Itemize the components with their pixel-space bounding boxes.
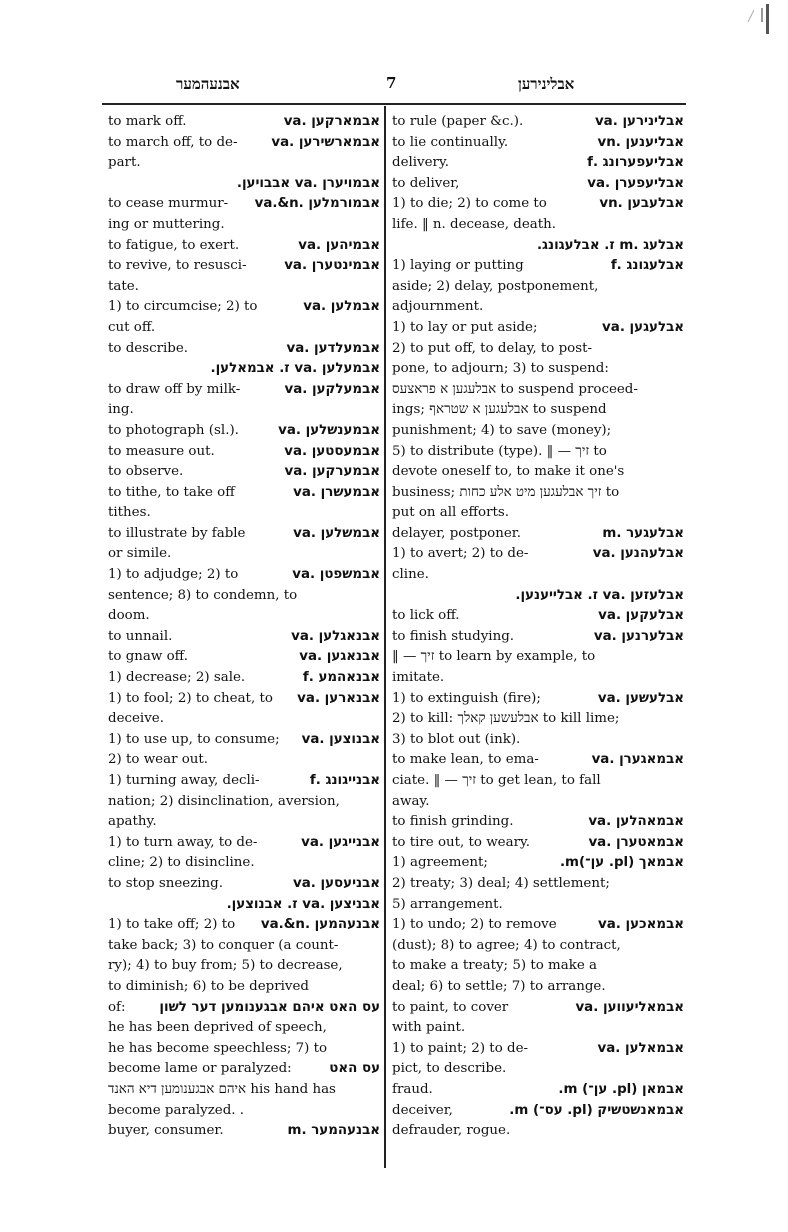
entry-headword: עס האט איהם אבגענומען דער לשון (159, 999, 380, 1015)
entry-english: to photograph (sl.). (108, 422, 239, 438)
entry-line (108, 462, 380, 483)
entry-headword: אבמעסטען .va (284, 443, 380, 459)
entry-line (392, 606, 684, 627)
entry-headword: אבמארקען .va (283, 114, 380, 129)
entry-line (108, 174, 380, 195)
entry-english: 1) to use up, to consume; (108, 731, 280, 747)
entry-headword: אבמאכען .va (598, 917, 684, 933)
entry-english: fraud. (392, 1081, 433, 1097)
entry-english: to finish studying. (392, 628, 515, 644)
entry-headword: אבמשפטן .va (292, 567, 380, 583)
entry-line (108, 895, 380, 916)
entry-line (108, 359, 380, 380)
entry-line (392, 236, 684, 257)
page-number: 7 (386, 74, 397, 92)
entry-english: life. ‖ n. decease, death. (392, 216, 557, 232)
entry-headword: אבליעפערן .va (587, 175, 684, 191)
entry-english: to diminish; 6) to be deprived (108, 978, 309, 994)
entry-headword: אבמויערן .va אבבויען. (236, 175, 380, 191)
entry-headword: אבלעגונג .f (610, 258, 684, 274)
entry-headword: אבמעלקען .va (284, 381, 380, 397)
entry-line (392, 194, 684, 215)
entry-headword: אבנייגען .va (301, 834, 380, 850)
entry-english: business; זיך אבלעגען מיט אלע כחות to (392, 484, 620, 500)
entry-headword: עס האט (329, 1061, 380, 1077)
entry-english: pict, to describe. (392, 1061, 507, 1077)
entry-line (108, 483, 380, 504)
entry-english: 1) laying or putting (392, 258, 524, 274)
entry-line (392, 1080, 684, 1101)
entry-line (392, 998, 684, 1019)
entry-english: take back; 3) to conquer (a count- (108, 937, 339, 953)
entry-headword: אבמעלדען .va (286, 340, 380, 356)
entry-headword: אבמאך (pl. ען־)m. (559, 855, 684, 871)
entry-headword: אבנאהמע .f (302, 670, 380, 686)
entry-english: delivery. (392, 155, 449, 171)
entry-line (392, 524, 684, 545)
entry-line (392, 112, 684, 133)
entry-line (108, 544, 380, 565)
entry-line (392, 730, 684, 751)
entry-english: 1) to fool; 2) to cheat, to (108, 690, 273, 706)
entry-line (108, 771, 380, 792)
entry-line (392, 133, 684, 154)
entry-english: deceiver, (392, 1102, 453, 1118)
entry-english: to cease murmur- (108, 196, 229, 212)
entry-line (392, 833, 684, 854)
entry-english: to make lean, to ema- (392, 752, 539, 768)
entry-english: or simile. (108, 546, 172, 562)
entry-headword: אבלעזען .va ז. אבלייענען. (515, 587, 684, 603)
entry-headword: אבלעבען .vn (599, 196, 684, 212)
entry-line (392, 544, 684, 565)
entry-english: tithes. (108, 505, 151, 521)
entry-headword: אבנעהמען .va.&n (260, 917, 380, 933)
entry-line (392, 1121, 684, 1142)
entry-english: to lie continually. (392, 134, 509, 150)
entry-headword: אבנוצען .va (301, 731, 380, 747)
entry-line (108, 730, 380, 751)
entry-line (108, 133, 380, 154)
entry-line (108, 627, 380, 648)
entry-headword: אבלעהנען .va (592, 546, 684, 562)
entry-headword: אבניעסען .va (293, 875, 380, 891)
entry-english: delayer, postponer. (392, 525, 521, 541)
entry-line (392, 380, 684, 401)
entry-english: become paralyzed. . (108, 1102, 245, 1118)
entry-headword: אבלעקען .va (598, 608, 684, 624)
entry-line (108, 874, 380, 895)
entry-line (392, 792, 684, 813)
entry-line (392, 895, 684, 916)
entry-headword: אבלערנען .va (593, 628, 684, 644)
entry-line (392, 627, 684, 648)
entry-line (392, 647, 684, 668)
entry-line (108, 1121, 380, 1142)
entry-line (392, 174, 684, 195)
guide-word-left: אבנעהמער (176, 75, 240, 93)
entry-line (108, 256, 380, 277)
entry-line (108, 647, 380, 668)
entry-line (392, 339, 684, 360)
entry-line (108, 503, 380, 524)
entry-line (392, 956, 684, 977)
entry-english: buyer, consumer. (108, 1123, 224, 1139)
entry-english: aside; 2) delay, postponement, (392, 278, 599, 294)
entry-line (108, 194, 380, 215)
entry-line (392, 153, 684, 174)
entry-english: 1) to undo; 2) to remove (392, 917, 557, 933)
entry-english: deceive. (108, 711, 164, 727)
entry-headword: אבמענשלען .va (278, 422, 380, 438)
entry-english: to describe. (108, 340, 189, 356)
entry-line (108, 956, 380, 977)
entry-english: 2) to wear out. (108, 752, 209, 768)
entry-headword: אבמערקען .va (284, 464, 380, 480)
entry-english: put on all efforts. (392, 505, 509, 521)
entry-line (392, 689, 684, 710)
entry-english: defrauder, rogue. (392, 1123, 511, 1139)
entry-english: אבלעגען א פראצעס to suspend proceed- (392, 381, 638, 397)
entry-line (392, 483, 684, 504)
entry-line (392, 874, 684, 895)
entry-english: to tithe, to take off (108, 484, 235, 500)
entry-english: to gnaw off. (108, 649, 188, 665)
entry-english: pone, to adjourn; 3) to suspend: (392, 361, 609, 377)
entry-english: 1) to paint; 2) to de- (392, 1040, 529, 1056)
entry-english: to mark off. (108, 114, 187, 129)
entry-headword: אבלעשען .va (597, 690, 684, 706)
entry-english: (dust); 8) to agree; 4) to contract, (392, 937, 621, 953)
entry-line (392, 277, 684, 298)
entry-english: to lick off. (392, 608, 460, 624)
entry-line (108, 915, 380, 936)
entry-english: 1) to circumcise; 2) to (108, 299, 258, 315)
entry-line (108, 215, 380, 236)
entry-english: to rule (paper &c.). (392, 114, 524, 129)
entry-english: 2) to put off, to delay, to post- (392, 340, 593, 356)
entry-english: 1) to die; 2) to come to (392, 196, 547, 212)
entry-headword: אבליעפערונג .f (587, 155, 684, 171)
entry-english: to march off, to de- (108, 134, 238, 150)
entry-line (392, 1039, 684, 1060)
entry-english: sentence; 8) to condemn, to (108, 587, 298, 603)
entry-headword: אבמאטערן .va (588, 834, 684, 850)
entry-english: 1) to lay or put aside; (392, 319, 538, 335)
entry-line (392, 400, 684, 421)
entry-line (392, 771, 684, 792)
entry-english: 2) to kill: אבלעשען קאלך to kill lime; (392, 711, 620, 727)
entry-line (392, 853, 684, 874)
entry-line (392, 256, 684, 277)
entry-headword: אבמאליעווען .va (575, 999, 684, 1015)
entry-english: to observe. (108, 464, 184, 480)
column-divider (384, 106, 386, 1168)
entry-english: to finish grinding. (392, 814, 514, 830)
entry-headword: אבמעשרן .va (293, 484, 380, 500)
entry-line (392, 1101, 684, 1122)
entry-english: punishment; 4) to save (money); (392, 422, 612, 438)
entry-english: imitate. (392, 670, 445, 686)
entry-line (108, 1039, 380, 1060)
entry-english: 1) to avert; 2) to de- (392, 546, 529, 562)
entry-line (108, 792, 380, 813)
entry-line (392, 709, 684, 730)
entry-line (108, 833, 380, 854)
entry-english: to stop sneezing. (108, 875, 223, 891)
entry-english: to make a treaty; 5) to make a (392, 958, 597, 974)
entry-line (392, 297, 684, 318)
right-column (392, 112, 684, 1142)
entry-line (392, 586, 684, 607)
entry-line (108, 750, 380, 771)
entry-line (108, 421, 380, 442)
entry-english: deal; 6) to settle; 7) to arrange. (392, 978, 606, 994)
entry-line (392, 442, 684, 463)
entry-english: to draw off by milk- (108, 381, 241, 397)
entry-english: ciate. ‖ — זיך to get lean, to fall (392, 773, 601, 788)
entry-headword: אבנעהמער .m (287, 1123, 380, 1139)
entry-line (108, 236, 380, 257)
entry-line (108, 380, 380, 401)
entry-headword: אבלעגען .va (602, 319, 684, 335)
entry-english: part. (108, 155, 141, 171)
entry-english: cut off. (108, 319, 156, 335)
entry-english: 1) to take off; 2) to (108, 917, 236, 933)
entry-line (392, 421, 684, 442)
entry-english: ing. (108, 402, 134, 418)
entry-english: he has become speechless; 7) to (108, 1040, 328, 1056)
entry-line (108, 318, 380, 339)
scan-noise-marks (746, 0, 776, 40)
entry-line (108, 606, 380, 627)
entry-english: become lame or paralyzed: (108, 1061, 292, 1077)
entry-line (108, 1059, 380, 1080)
entry-english: to paint, to cover (392, 999, 509, 1015)
entry-headword: אבליענען .vn (597, 134, 684, 150)
entry-line (108, 998, 380, 1019)
entry-line (108, 853, 380, 874)
entry-line (392, 359, 684, 380)
entry-english: apathy. (108, 814, 157, 830)
entry-headword: אבלעגער .m (602, 525, 684, 541)
entry-english: cline; 2) to disincline. (108, 855, 255, 871)
entry-headword: אבלעג .m ז. אבלעגונג. (536, 237, 684, 253)
entry-english: adjournment. (392, 299, 484, 315)
entry-english: nation; 2) disinclination, aversion, (108, 793, 340, 809)
entry-headword: אבמעלען .va ז. אבמאלען. (210, 361, 380, 377)
entry-english: איהם אבגענומען דיא האנד his hand has (108, 1081, 336, 1097)
entry-english: to unnail. (108, 628, 173, 644)
entry-line (392, 750, 684, 771)
entry-english: ‖ — זיך to learn by example, to (392, 649, 596, 665)
entry-line (108, 524, 380, 545)
entry-english: with paint. (392, 1020, 466, 1036)
entry-english: to revive, to resusci- (108, 258, 247, 274)
entry-line (108, 400, 380, 421)
entry-line (108, 153, 380, 174)
entry-headword: אבמשלען .va (293, 525, 380, 541)
entry-headword: אבלינירען .va (594, 114, 684, 129)
entry-headword: אבמינטערן .va (284, 258, 380, 274)
entry-english: away. (392, 793, 430, 809)
entry-english: 1) turning away, decli- (108, 773, 260, 788)
entry-line (108, 339, 380, 360)
entry-english: 1) agreement; (392, 855, 488, 871)
entry-english: he has been deprived of speech, (108, 1020, 327, 1036)
entry-headword: אבמאגערן .va (591, 752, 684, 768)
entry-line (108, 1018, 380, 1039)
entry-headword: אבניצען .va ז. אבנוצען. (226, 896, 380, 912)
entry-english: to tire out, to weary. (392, 834, 531, 850)
entry-english: 5) arrangement. (392, 896, 503, 912)
entry-headword: אבמיהען .va (298, 237, 380, 253)
entry-line (392, 977, 684, 998)
entry-line (392, 215, 684, 236)
entry-line (108, 442, 380, 463)
entry-headword: אבמאהלען .va (588, 814, 684, 830)
entry-line (392, 915, 684, 936)
entry-english: tate. (108, 278, 139, 294)
running-header (108, 72, 684, 100)
entry-line (392, 565, 684, 586)
entry-english: ings; אבלעגען א שטראף to suspend (392, 402, 607, 418)
entry-english: to fatigue, to exert. (108, 237, 240, 253)
entry-line (108, 112, 380, 133)
entry-english: 1) to extinguish (fire); (392, 690, 541, 706)
entry-line (108, 689, 380, 710)
entry-line (108, 297, 380, 318)
entry-headword: אבמורמלען .va.&n (254, 196, 380, 212)
entry-english: 1) to adjudge; 2) to (108, 567, 239, 583)
entry-line (108, 1101, 380, 1122)
entry-english: doom. (108, 608, 150, 624)
entry-headword: אבמאלען .va (597, 1040, 684, 1056)
entry-headword: אבנארען .va (297, 690, 380, 706)
entry-line (108, 277, 380, 298)
entry-headword: אבנאגען .va (299, 649, 380, 665)
entry-line (392, 668, 684, 689)
guide-word-right: אבלינירען (518, 75, 575, 93)
left-column (108, 112, 380, 1142)
entry-line (392, 318, 684, 339)
entry-line (108, 977, 380, 998)
entry-english: to illustrate by fable (108, 525, 246, 541)
entry-english: of: (108, 999, 126, 1015)
entry-line (108, 812, 380, 833)
entry-english: to deliver, (392, 175, 460, 191)
entry-line (108, 1080, 380, 1101)
entry-english: ry); 4) to buy from; 5) to decrease, (108, 958, 343, 974)
entry-english: to measure out. (108, 443, 215, 459)
entry-line (108, 565, 380, 586)
entry-line (108, 936, 380, 957)
entry-english: 1) decrease; 2) sale. (108, 670, 246, 686)
entry-english: devote oneself to, to make it one's (392, 464, 625, 480)
entry-english: 1) to turn away, to de- (108, 834, 258, 850)
entry-headword: אבמאן (pl. ען־) m. (558, 1081, 684, 1097)
entry-english: 5) to distribute (type). ‖ — זיך to (392, 443, 607, 459)
entry-line (392, 812, 684, 833)
entry-line (392, 936, 684, 957)
entry-line (392, 1018, 684, 1039)
entry-line (108, 668, 380, 689)
entry-headword: אבמלען .va (303, 299, 380, 315)
entry-english: 2) treaty; 3) deal; 4) settlement; (392, 875, 610, 891)
entry-headword: אבמאנשטשיק (pl. עס־) m. (509, 1102, 684, 1118)
entry-line (108, 709, 380, 730)
entry-line (392, 462, 684, 483)
entry-headword: אבמארשירען .va (271, 134, 380, 150)
entry-headword: אבנייגונג .f (309, 773, 380, 788)
entry-line (392, 1059, 684, 1080)
entry-line (108, 586, 380, 607)
entry-english: cline. (392, 567, 429, 583)
header-rule (102, 103, 686, 105)
entry-english: ing or muttering. (108, 216, 225, 232)
entry-english: 3) to blot out (ink). (392, 731, 521, 747)
entry-headword: אבנאגלען .va (291, 628, 380, 644)
entry-line (392, 503, 684, 524)
